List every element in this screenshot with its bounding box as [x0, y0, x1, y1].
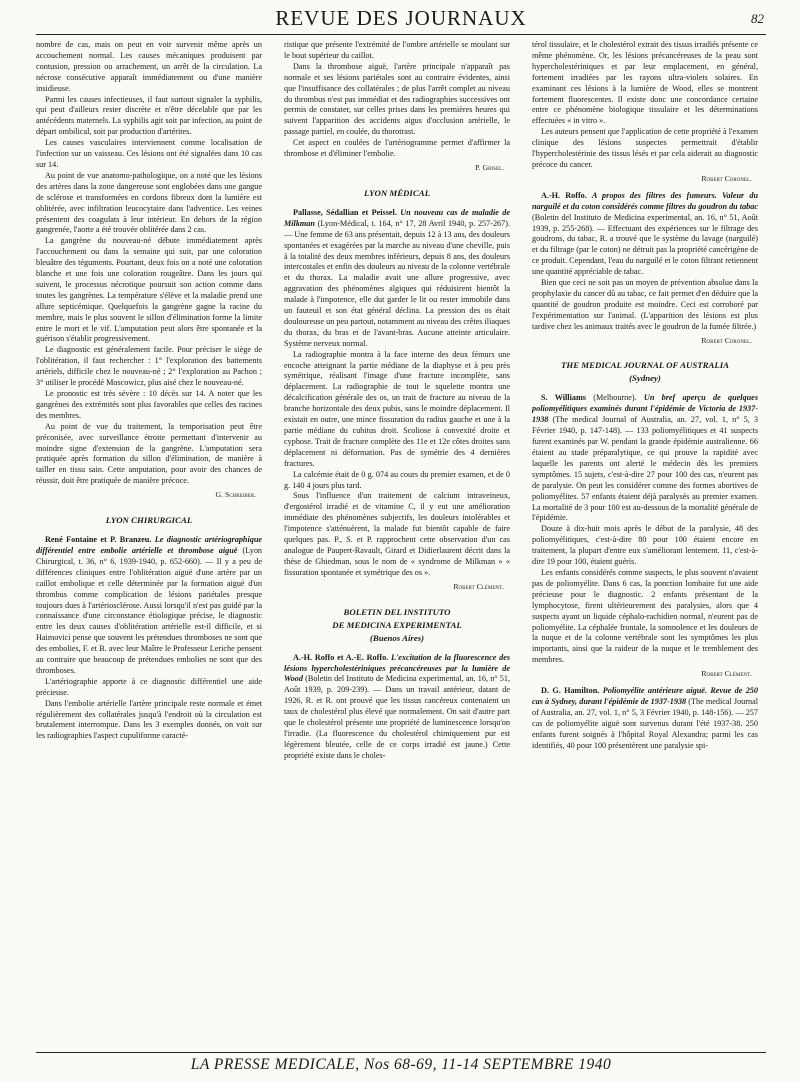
- review-article-title: A propos des filtres des fumeurs. Valeur du narguilé et du coton considérés comme filtres du goudron du tabac: [532, 190, 758, 211]
- column-right: [532, 40, 758, 1042]
- review-lead-paragraph: [284, 653, 510, 762]
- paragraph: Sous l'influence d'un traitement de calcium intraveineux, d'ergostérol irradié et de vitamine C, il y eut une amélioration immédiate des phénomènes subjectifs, les douleurs intolérables et l'impotence s'atténuèrent, la malade fut bientôt capable de faire quelques pas. P., S. et P. rapprochent cette observation d'un cas analogue de Paupert-Ravault, Girard et Didierlaurent décrit dans la thèse de Ghiedman, sous le nom de « syndrome de Milkman » « fissuration spontanée et symétrique des os ».: [284, 491, 510, 577]
- author-signature: Robert Coronel.: [701, 173, 752, 183]
- paragraph: nombre de cas, mais on peut en voir survenir même après un accouchement normal. Les causes mécaniques produisent par contusion, pression ou arrachement, un arrêt de la circulation. La nécrose consécutive apparaît immédiatement ou d'une manière insidieuse.: [36, 40, 262, 93]
- review-article-title: Le diagnostic artériographique différentiel entre embolie artérielle et thrombose aiguë: [36, 535, 262, 555]
- paragraph: Le diagnostic est généralement facile. Pour préciser le siège de l'oblitération, il faut rechercher : 1° l'exploration des battements artériels, difficile chez le nouveau-né ; 2° l'exploration au Pachon ; 3° utiliser le procédé Moscowicz, plus aisé chez le nouveau-né.: [36, 345, 262, 388]
- section-heading: BOLETIN DEL INSTITUTO: [343, 606, 451, 617]
- review-authors: René Fontaine et P. Branzeu.: [45, 535, 152, 545]
- paragraph: Le pronostic est très sévère : 10 décès sur 14. A noter que les gangrènes des extrémités sont plus favorables que celles des racines des membres.: [36, 389, 262, 420]
- section-heading-line2: DE MEDICINA EXPERIMENTAL: [332, 619, 462, 630]
- author-signature: P. Grisel.: [475, 162, 504, 172]
- review-reference: (Boletin del Instituto de Medicina experimental, an. 16, n° 51, Août 1939, p. 255-268). — Effectuant des expériences sur le filtrage des goudrons, du tabac, R. a trouvé que le système du lavage (narguilé) et du filtrage (par le coton) ne détruit pas la propriété cancérigène de ce produit. Cependant, l'eau du narguilé et le coton filtrant retiennent une quantité appréciable de tabac.: [532, 212, 758, 277]
- review-reference: (The medical Journal of Australia, an. 27, vol. 1, n° 5, 3 Février 1940, p. 147-148). — 133 poliomyélitiques et 41 suspects furent examinés par W. pendant la grande épidémie australienne. 66 étaient au stade préparalytique, ce qui prouve la rapidité avec laquelle les parents ont alerté le médecin dès les premiers symptômes. 15 sujets, c'est-à-dire 27 pour 100 des cas, n'eurent pas de paralysie. On peut les considérer comme des formes abortives de poliomyélites. 57 enfants étaient déjà paralysés au premier examen. La mortalité de 3 pour 100 est au-dessous de la mortalité générale de l'épidémie.: [532, 415, 758, 523]
- review-article-title: Un bref aperçu de quelques poliomyélitiques examinés durant l'épidémie de Victoria de 1937-1938: [532, 393, 758, 425]
- section-heading: THE MEDICAL JOURNAL OF AUSTRALIA: [561, 360, 729, 371]
- section-heading-city: (Buenos Aires): [369, 632, 425, 643]
- paragraph: Dans l'embolie artérielle l'artère principale reste normale et émet régulièrement des collatérales jusqu'à l'endroit où la circulation est brutalement interrompue. Dans les 3 exemples donnés, on voit sur les radiographies l'aspect cupuliforme caracté-: [36, 698, 262, 741]
- publication-issue-line: LA PRESSE MEDICALE, Nos 68-69, 11-14 SEPTEMBRE 1940: [190, 1056, 612, 1073]
- paragraph: Bien que ceci ne soit pas un moyen de prévention absolue dans la prophylaxie du cancer dû au tabac, ce fait permet d'en déduire que la quantité de goudron produite est moindre. Ceci est corroboré par l'expérimentation sur l'animal. (L'apparition des lésions est plus tardive chez les animaux traités avec le goudron de la fumée filtrée.): [532, 278, 758, 331]
- review-authors: D. G. Hamilton.: [541, 686, 600, 696]
- review-authors: S. Williams: [541, 393, 586, 403]
- review-reference: (Lyon Chirurgical, t. 36, n° 6, 1939-1940, p. 652-660). — Il y a peu de différences cliniques entre l'oblitération aiguë d'une artère par un caillot embolique et celle déterminée par la formation aiguë d'un thrombus comme complication de lésions pariétales presque toujours dues à l'artériosclérose. Aussi lorsqu'il n'est pas guidé par la connaissance d'une circonstance étiologique précise, le diagnostic entre les deux causes d'oblitération artérielle est-il difficile, et si Haimovici pense que souvent les prétendues thromboses ne sont que des embolies, F. et B. avec leur Maître le Professeur Leriche pensent au contraire que beaucoup de prétendues embolies ne sont que des thromboses.: [36, 545, 262, 675]
- section-heading-city: (Sydney): [629, 373, 661, 384]
- paragraph: La calcémie était de 0 g. 074 au cours du premier examen, et de 0 g. 140 4 jours plus tard.: [284, 469, 510, 490]
- review-author-place: (Melbourne).: [593, 393, 637, 403]
- journal-section-title: REVUE DES JOURNAUX: [275, 6, 527, 30]
- paragraph: L'artériographie apporte à ce diagnostic différentiel une aide précieuse.: [36, 676, 262, 697]
- section-heading: LYON CHIRURGICAL: [105, 515, 193, 526]
- article-columns: [36, 40, 766, 1042]
- paragraph: Dans la thrombose aiguë, l'artère principale n'apparaît pas normale et ses lésions pariétales sont au contraire évidentes, ainsi que l'insuffisance des collatérales ; de plus l'arrêt complet au niveau du thrombus n'est pas immédiat et des radiographies successives ont permis de constater, sur celles prises dans les premières heures qui suivent l'apparition des accidents aigus d'occlusion artérielle, le passage partiel, en coulée, du thorotrast.: [284, 61, 510, 137]
- review-lead-paragraph: [284, 208, 510, 350]
- section-heading: LYON MÉDICAL: [364, 187, 430, 198]
- review-reference: (Boletin del Instituto de Medicina experimental, an. 16, n° 51, Août 1939, p. 209-239). — Dans un travail antérieur, datant de 1926, R. et R. ont prouvé que les tissus cancéreux contenaient un taux de cholestérol plus élevé que normalement. On sait d'autre part que le cholestérol présente une propriété de luminescence lorsqu'on l'irradie. (La fluorescence du cholestérol chimiquement pur est légèrement bleutée, celle de ce corps irradié est jaune.) Cette propriété existe dans le choles-: [284, 674, 510, 760]
- review-reference: (The medical Journal of Australia, an. 27, vol. 1, n° 5, 3 Février 1940, p. 148-156). — 257 cas de poliomyélite aiguë sont survenus durant l'été 1937-38. 250 enfants furent soignés à l'hôpital Royal Alexandra; parmi les cas identifiés, 40 pour 100 présentèrent une paralysie spi-: [532, 696, 758, 750]
- author-signature: Robert Clément.: [701, 669, 752, 679]
- review-reference: (Lyon-Médical, t. 164, n° 17, 28 Avril 1940, p. 257-267). — Une femme de 63 ans présentait, depuis 12 à 13 ans, des douleurs spontanées et exagérées par la marche au niveau d'une cheville, puis à la totalité des deux membres inférieurs, depuis 8 ans, des douleurs intercostales et enfin des douleurs au niveau de la colonne vertébrale et du thorax. La maladie avait une allure progressive, avec aggravation des phénomènes algiques qui réduisirent bientôt la malade à l'impotence, elle dut garder le lit ou rester immobile dans un fauteuil et son état général déclina. La pression des os était douloureuse un peu partout, notamment au niveau des crêtes iliaques du thorax, du bras et de l'avant-bras. Aucune atteinte articulaire. Système nerveux normal.: [284, 218, 510, 348]
- paragraph: La radiographie montra à la face interne des deux fémurs une encoche atteignant la partie médiane de la diaphyse et à peu près symétrique, réalisant l'image d'une fracture incomplète, sans déplacement. La radiographie de tout le squelette montra une décalcification générale des os, un trait de fracture au niveau de la branche horizontale des deux pubis, sans le moindre déplacement. Il existait en outre, une mince fissuration du radius gauche et une à la partie médiane du cubitus droit. Scoliose à convexité droite et cyphose. Trait de fracture complète des 11e et 12e côtes droites sans déplacement ni déformation. Pas de symétrie des 4 dernières fractures.: [284, 349, 510, 468]
- review-article-title: L'excitation de la fluorescence des lésions hypercholestériniques précancéreuses par la lumière de Wood: [284, 652, 510, 684]
- page-footer: [36, 1052, 766, 1077]
- paragraph: Au point de vue anatomo-pathologique, on a noté que les lésions des artères dans la zone dangereuse sont englobées dans une gangue de sclérose et transformées en cordons fibreux dont la lumière est oblitérée, avec infiltration leucocytaire dans l'adventice. Les veines présentent des coagulats à leur intérieur. En dehors de la région gangrenée, l'aorte a été trouvée oblitérée dans 2 cas.: [36, 170, 262, 235]
- paragraph: Les causes vasculaires interviennent comme localisation de l'infection sur un vaisseau. Ces lésions ont été signalées dans 10 cas sur 14.: [36, 138, 262, 169]
- paragraph: térol tissulaire, et le cholestérol extrait des tissus irradiés présente ce même phénomène. Or, les lésions précancéreuses de la peau sont hypercholestériniques et par leur emplacement, en général, fortement irradiées par les rayons ultra-violets solaires. En examinant ces lésions à la lumière de Wood, elles se montrent fortement fluorescentes. Il existe donc une concordance certaine entre ce phénomène biologique tissulaire et les déterminations effectuées « in vitro ».: [532, 40, 758, 126]
- paragraph: Les auteurs pensent que l'application de cette propriété à l'examen clinique des lésions suspectes permettrait d'établir l'hypercholestérinie des tissus lésés et par cela aiderait au diagnostic précoce du cancer.: [532, 127, 758, 169]
- review-article-title: Poliomyélite antérieure aiguë. Revue de 250 cas à Sydney, durant l'épidémie de 1937-1938: [532, 686, 758, 706]
- author-signature: Robert Coronel.: [701, 335, 752, 345]
- review-authors: A.-H. Roffo et A.-E. Roffo.: [293, 652, 389, 662]
- paragraph: Au point de vue du traitement, la temporisation peut être préconisée, avec surveillance étroite permettant d'intervenir au moindre signe d'extension de la gangrène. L'amputation sera pratiquée après formation du sillon d'élimination, de manière à tailler en tissu sain. Cette amputation, pour avoir des chances de réussir, doit être pratiquée de manière précoce.: [36, 421, 262, 486]
- review-authors: A.-H. Roffo.: [541, 190, 587, 200]
- paragraph: Cet aspect en coulées de l'artériogramme permet d'affirmer la thrombose et d'éliminer l'embolie.: [284, 138, 510, 159]
- page-number: 82: [751, 11, 764, 26]
- page-header: [36, 4, 766, 35]
- column-middle: [284, 40, 510, 1042]
- review-lead-paragraph: [532, 191, 758, 278]
- paragraph: La gangrène du nouveau-né débute immédiatement après l'accouchement ou dans la semaine qui suit, par une coloration bleuâtre des téguments. Pourtant, deux fois on a noté une coloration blanche et une fois une coloration rougeâtre. Dans les jours qui suivent, le processus nécrotique poursuit son action comme dans toutes les gangrènes. La température s'élève et la maladie prend une allure septicémique. Quelquefois la gangrène gagne la racine du membre, mais le plus souvent le sillon d'élimination forme la limite entre le mort et le vif. L'amputation peut alors être spontanée et la guérison s'établir progressivement.: [36, 236, 262, 344]
- column-left: [36, 40, 262, 1042]
- author-signature: G. Schreiber.: [215, 490, 256, 500]
- review-article-title: Un nouveau cas de maladie de Milkman: [284, 207, 510, 228]
- paragraph: Douze à dix-huit mois après le début de la paralysie, 48 des poliomyélitiques, c'est-à-dire 80 pour 100 étaient encore en traitement, la plupart d'entre eux s'améliorant lentement. 11, c'est-à-dire 19 pour 100, étaient guéris.: [532, 524, 758, 567]
- paragraph: Les enfants considérés comme suspects, le plus souvent n'avaient pas de poliomyélite. Dans 6 cas, la ponction lombaire fut une aide précieuse pour le diagnostic. 2 enfants présentant de la lymphocytose, firent ultérieurement des paralysies, alors que 4 suspects ayant un liquide céphalo-rachidien normal, n'eurent pas de poliomyélite. La céphalée frontale, la somnolence et les douleurs de la nuque et de la colonne vertébrale sont les symptômes les plus importants, ainsi que la raideur de la nuque et le tremblement des membres.: [532, 567, 758, 665]
- paragraph: Parmi les causes infectieuses, il faut surtout signaler la syphilis, qui peut d'ailleurs rester discrète et n'être décelable que par les antécédents maternels. La syphilis agit soit par infection, au point de départ ombilical, soit par production d'artérites.: [36, 94, 262, 137]
- review-lead-paragraph: [532, 393, 758, 524]
- review-authors: Pallasse, Sédallian et Peissel.: [293, 207, 397, 217]
- author-signature: Robert Clément.: [453, 581, 504, 591]
- paragraph: ristique que présente l'extrémité de l'ombre artérielle se moulant sur le bout supérieur du caillot.: [284, 40, 510, 60]
- review-lead-paragraph: [532, 686, 758, 751]
- review-lead-paragraph: [36, 535, 262, 677]
